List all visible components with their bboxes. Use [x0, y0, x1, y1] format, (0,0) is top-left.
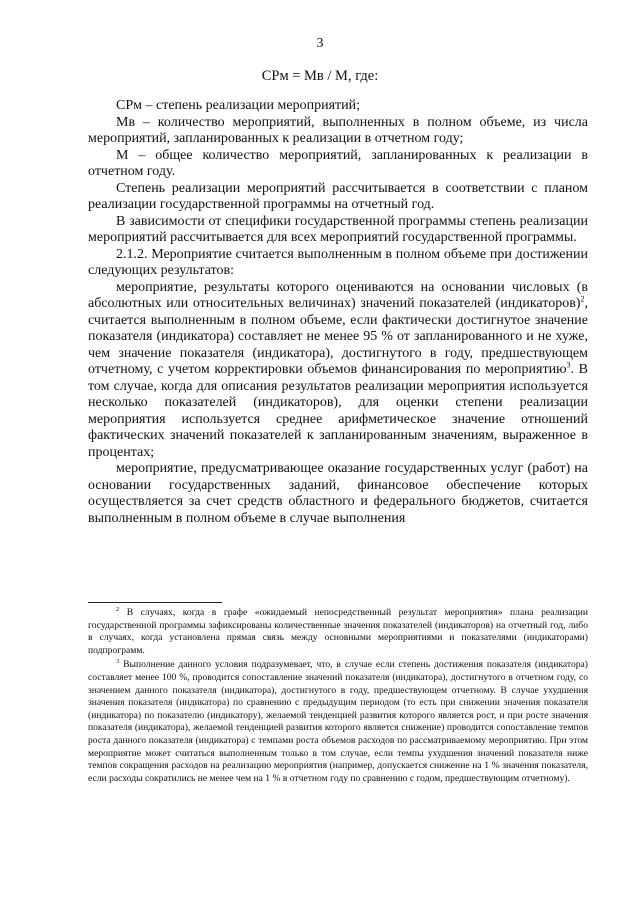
footnote-2 — [88, 607, 588, 657]
paragraph-text-part: мероприятие, результаты которого оцениваются на основании числовых (в абсолютных или относительных величинах) значений показателей (индикаторов) — [88, 279, 588, 311]
main-text — [88, 98, 588, 527]
definition-srm: СРм – степень реализации мероприятий; — [116, 98, 361, 113]
footnote-ref-3: 3 — [566, 360, 571, 370]
definition-mv: Мв – количество мероприятий, выполненных в полном объеме, из числа мероприятий, запланированных к реализации в отчетном году; — [88, 114, 588, 146]
paragraph-plan: Степень реализации мероприятий рассчитывается в соответствии с планом реализации государственной программы на отчетный год. — [88, 180, 588, 212]
footnote-2-text: В случаях, когда в графе «ожидаемый непосредственный результат мероприятия» плана реализации государственной программы зафиксированы количественные значения показателей (индикаторов) на отчетный год, либо в случаях, когда установлена прямая связь между основными мероприятиями и показателями (индикаторами) подпрограмм. — [88, 607, 588, 656]
paragraph-text-part: . В том случае, когда для описания результатов реализации мероприятия используется несколько показателей (индикаторов), для оценки степени реализации мероприятия используется среднее арифметическое значение отношений фактических значений показателей к запланированным значениям, выраженное в процентах; — [88, 362, 588, 460]
paragraph-specifics: В зависимости от специфики государственной программы степень реализации мероприятий рассчитывается для всех мероприятий государственной программы. — [88, 213, 588, 245]
footnote-separator — [88, 602, 222, 603]
paragraph-state-services: мероприятие, предусматривающее оказание государственных услуг (работ) на основании государственных заданий, финансовое обеспечение которых осуществляется за счет средств областного и федерального бюджетов, считается выполненным в полном объеме в случае выполнения — [88, 461, 588, 526]
paragraph-text-part: , считается выполненным в полном объеме, если фактически достигнутое значение показателя (индикатора) составляет не менее 95 % от запланированного и не хуже, чем значение показателя (индикатора), достигнутого в году, предшествующем отчетному, с учетом корректировки объемов финансирования по мероприятию — [88, 296, 588, 377]
paragraph-numeric-results — [88, 280, 588, 462]
footnote-mark-2: 2 — [116, 605, 120, 613]
footnote-3 — [88, 659, 588, 785]
formula: СРм = Мв / М, где: — [261, 68, 379, 84]
paragraph-2-1-2: 2.1.2. Мероприятие считается выполненным в полном объеме при достижении следующих результатов: — [88, 246, 588, 278]
footnote-3-text: Выполнение данного условия подразумевает, что, в случае если степень достижения показателя (индикатора) составляет менее 100 %, проводится сопоставление значений показателя (индикатора), достигнутого в отчетном году, со значением данного показателя (индикатора), достигнутого в году, предшествующем отчетному. В случае ухудшения значения показателя (индикатора) по сравнению с предыдущим периодом (то есть при снижении значения показателя (индикатора) по показателю (индикатору), желаемой тенденцией развития которого является рост, и при росте значения показателя (индикатора), желаемой тенденцией развития которого является снижение) проводится сопоставление темпов роста данного показателя (индикатора) с темпами роста объемов расходов по рассматриваемому мероприятию. При этом мероприятие может считаться выполненным только в том случае, если темпы ухудшения значений показателя ниже темпов сокращения расходов на реализацию мероприятия (например, допускается снижение на 1 % значения показателя, если расходы сократились не менее чем на 1 % в отчетном году по сравнению с годом, предшествующим отчетному). — [88, 659, 588, 784]
page-number: 3 — [316, 36, 324, 51]
footnote-mark-3: 3 — [116, 658, 120, 666]
footnotes — [88, 607, 588, 787]
footnote-ref-2: 2 — [580, 294, 585, 304]
definition-m: М – общее количество мероприятий, запланированных к реализации в отчетном году. — [88, 147, 588, 179]
